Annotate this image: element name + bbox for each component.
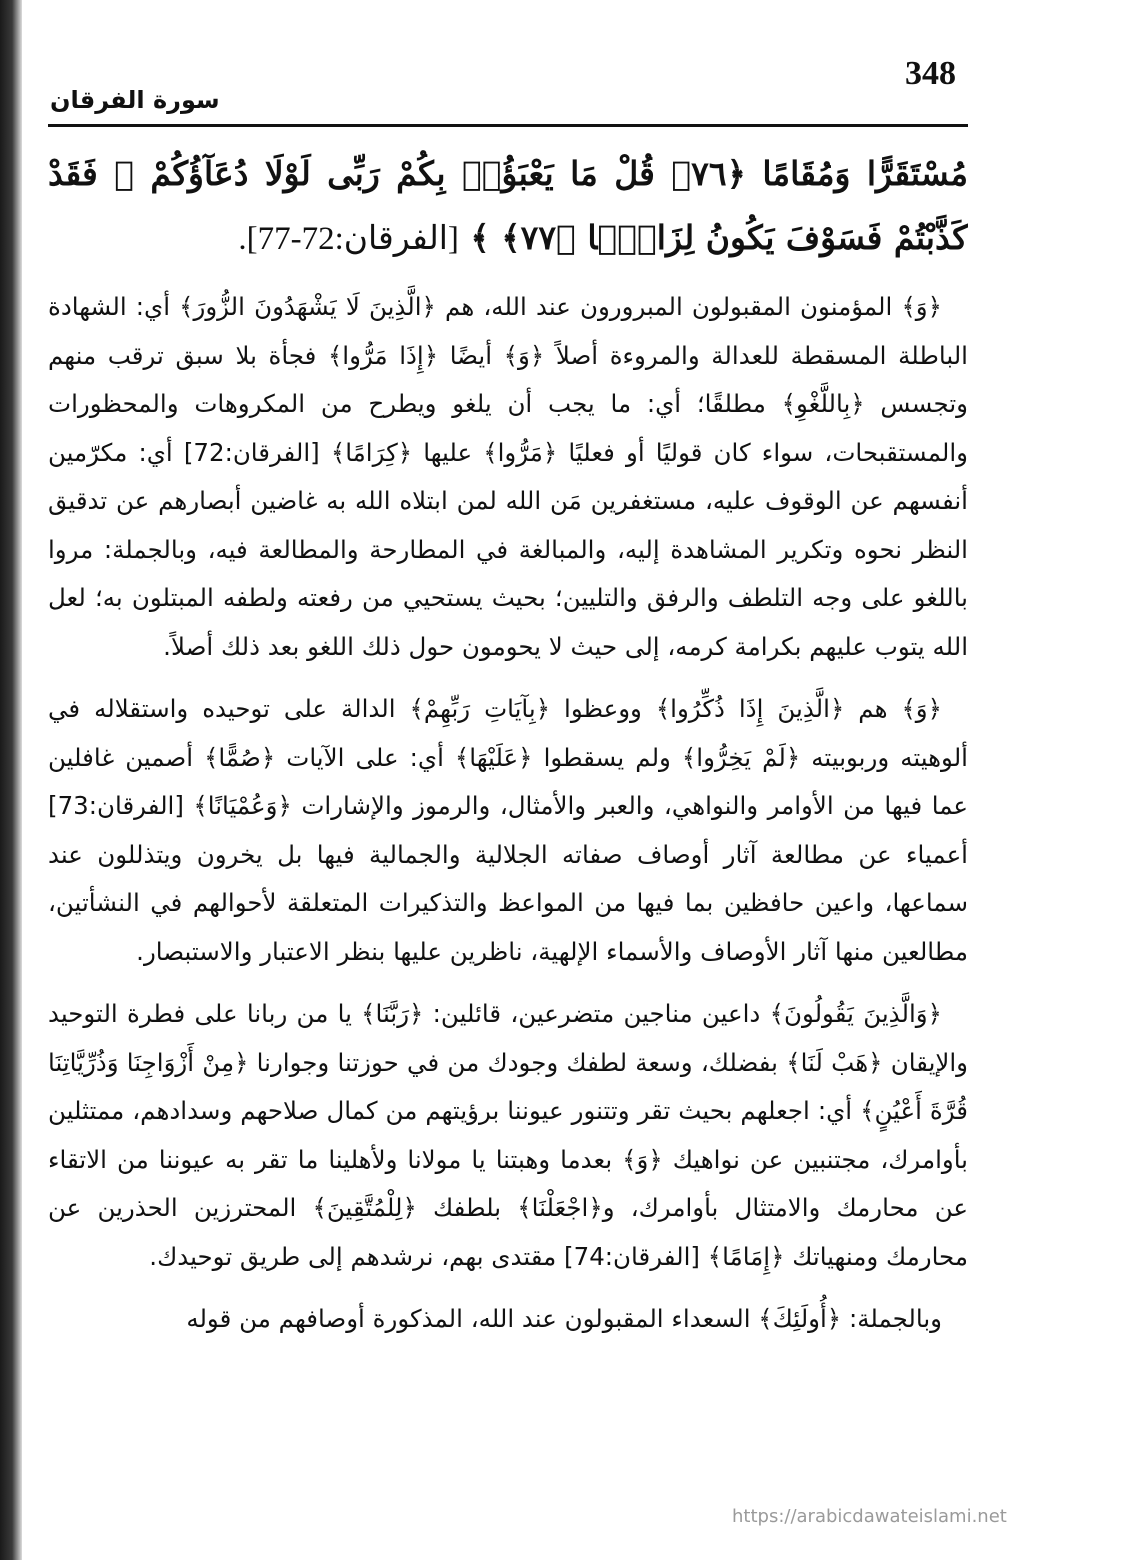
scan-edge-shadow [0,0,22,1560]
watermark-url: https://arabicdawateislami.net [732,1506,1007,1527]
quran-verse-text: مُسْتَقَرًّا وَمُقَامًا ﴿٧٦﴾ قُلْ مَا يَعْبَؤُا۟ بِكُمْ رَبِّى لَوْلَا دُعَآؤُكُمْ ۖ فَقَدْ كَذَّبْتُمْ فَسَوْفَ يَكُونُ لِزَامًۢا ﴿٧٧﴾ ﴾ [48,154,968,257]
commentary-paragraph-3: ﴿وَالَّذِينَ يَقُولُونَ﴾ داعين مناجين متضرعين، قائلين: ﴿رَبَّنَا﴾ يا من ربانا على فطرة التوحيد والإيقان ﴿هَبْ لَنَا﴾ بفضلك، وسعة لطفك وجودك من في حوزتنا وجوارنا ﴿مِنْ أَزْوَاجِنَا وَذُرِّيَّاتِنَا قُرَّةَ أَعْيُنٍ﴾ أي: اجعلهم بحيث تقر وتتنور عيوننا برؤيتهم من كمال صلاحهم وسدادهم، ممتثلين بأوامرك، مجتنبين عن نواهيك ﴿وَ﴾ بعدما وهبتنا يا مولانا ولأهلينا ما تقر به عيوننا من الاتقاء عن محارمك والامتثال بأوامرك، و﴿اجْعَلْنَا﴾ بلطفك ﴿لِلْمُتَّقِينَ﴾ المحترزين الحذرين عن محارمك ومنهياتك ﴿إِمَامًا﴾ [الفرقان:74] مقتدى بهم، نرشدهم إلى طريق توحيدك. [48,999,968,1271]
running-header-surah-name: سورة الفرقان [50,86,220,114]
page-body [48,140,968,1530]
commentary-paragraph-2: ﴿وَ﴾ هم ﴿الَّذِينَ إِذَا ذُكِّرُوا﴾ ووعظوا ﴿بِآيَاتِ رَبِّهِمْ﴾ الدالة على توحيده واستقلاله في ألوهيته وربوبيته ﴿لَمْ يَخِرُّوا﴾ ولم يسقطوا ﴿عَلَيْهَا﴾ أي: على الآيات ﴿صُمًّا﴾ أصمين غافلين عما فيها من الأوامر والنواهي، والعبر والأمثال، والرموز والإشارات ﴿وَعُمْيَانًا﴾ [الفرقان:73] أعمياء عن مطالعة آثار أوصاف صفاته الجلالية والجمالية فيها بل يخرون ويتذللون عند سماعها، واعين حافظين بما فيها من المواعظ والتذكيرات المتعلقة لأحوالهم في النشأتين، مطالعين منها آثار الأوصاف والأسماء الإلهية، ناظرين عليها بنظر الاعتبار والاستبصار. [48,694,968,966]
commentary-paragraph-1: ﴿وَ﴾ المؤمنون المقبولون المبرورون عند الله، هم ﴿الَّذِينَ لَا يَشْهَدُونَ الزُّورَ﴾ أي: الشهادة الباطلة المسقطة للعدالة والمروءة أصلاً ﴿وَ﴾ أيضًا ﴿إِذَا مَرُّوا﴾ فجأة بلا سبق ترقب منهم وتجسس ﴿بِاللَّغْوِ﴾ مطلقًا؛ أي: ما يجب أن يلغو ويطرح من المكروهات والمحظورات والمستقبحات، سواء كان قوليًا أو فعليًا ﴿مَرُّوا﴾ عليها ﴿كِرَامًا﴾ [الفرقان:72] أي: مكرّمين أنفسهم عن الوقوف عليه، مستغفرين مَن الله لمن ابتلاه الله به غاضين أبصارهم عن تدقيق النظر نحوه وتكرير المشاهدة إليه، والمبالغة في المطارحة والمطالعة فيه، وبالجملة: مروا باللغو على وجه التلطف والرفق والتليين؛ بحيث يستحيي من رفعته ولطفه المبتلون به؛ لعل الله يتوب عليهم بكرامة كرمه، إلى حيث لا يحومون حول ذلك اللغو بعد ذلك أصلاً. [48,292,968,661]
header-divider [48,124,968,127]
page-number: 348 [905,55,956,92]
commentary-paragraph-4: وبالجملة: ﴿أُولَئِكَ﴾ السعداء المقبولون عند الله، المذكورة أوصافهم من قوله [186,1304,942,1333]
quran-verse-block [48,142,968,271]
verse-reference: [الفرقان:72-77]. [238,221,459,257]
